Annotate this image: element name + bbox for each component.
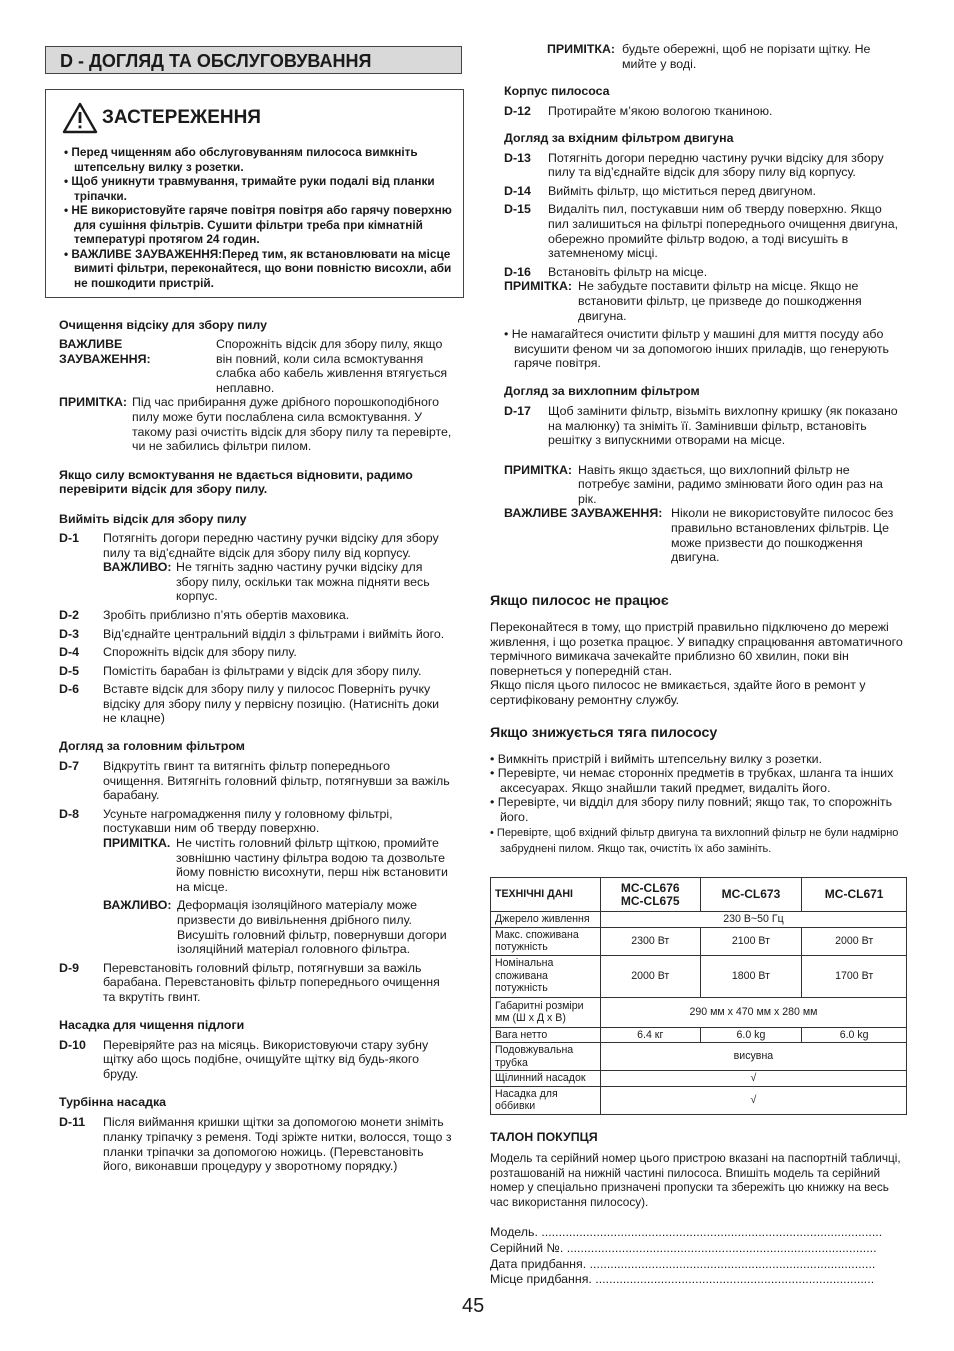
floor-title: Насадка для чищення підлоги <box>59 1017 245 1032</box>
coupon-date: Дата придбання. ................................................................................... <box>490 1256 876 1271</box>
step-label: D-15 <box>504 202 531 217</box>
table-cell: Вага нетто <box>491 1027 601 1043</box>
table-row <box>491 878 907 912</box>
step-text: Потягніть догори передню частину ручки відсіку для збору пилу та від’єднайте відсік для збору пилу від корпусу. <box>548 150 884 180</box>
step-body: Потягніть догори передню частину ручки відсіку для збору пилу та від’єднайте відсік для збору пилу від корпусу. <box>103 530 439 560</box>
body-title: Корпус пилососа <box>504 84 610 98</box>
note-label: ПРИМІТКА: <box>547 42 616 56</box>
section-title: D - ДОГЛЯД ТА ОБСЛУГОВУВАННЯ <box>45 46 462 74</box>
warning-title: ЗАСТЕРЕЖЕННЯ <box>62 100 261 136</box>
suction-bullet: • Перевірте, чи немає сторонніх предметів в трубках, шланга та інших аксесуарах. Якщо знайшли такий предмет, видаліть його. <box>490 766 894 795</box>
step-text <box>103 531 454 604</box>
step-text: Перевіряйте раз на місяць. Використовуючи стару зубну щітку або щось подібне, очищуйте щітку від будь-якого бруду. <box>103 1037 429 1081</box>
table-cell: 6.0 kg <box>700 1027 802 1043</box>
coupon-model: Модель. ................................................................................................... <box>490 1225 883 1240</box>
step-text: Видаліть пил, постукавши ним об тверду поверхню. Якщо пил залишиться на фільтрі попереднього очищення двигуна, обережно промийте фільтр водою, а тоді висушіть в затемненому місці. <box>548 202 899 261</box>
warning-item: • ВАЖЛИВЕ ЗАУВАЖЕННЯ:Перед тим, як встановлювати на місце вимиті фільтри, переконайтеся, що вони повністю висохли, аби не пошкодити пристрій. <box>64 246 452 290</box>
step-label: D-8 <box>59 806 79 821</box>
coupon <box>490 1130 908 1287</box>
step-label: D-7 <box>59 759 79 774</box>
table-row <box>491 1086 907 1114</box>
table-cell: 1800 Вт <box>700 955 802 997</box>
warning-item: • Щоб уникнути травмування, тримайте руки подалі від планки тріпачки. <box>64 174 435 203</box>
table-cell: Джерело живлення <box>491 912 601 928</box>
important-text: Деформація ізоляційного матеріалу може призвести до вивільнення дрібного пилу. Висушіть головний фільтр, повернувши догори ізоляційний матеріал головного фільтра. <box>177 898 447 957</box>
important-label: ВАЖЛИВО: <box>103 898 172 913</box>
table-row <box>491 912 907 928</box>
table-cell: висувна <box>600 1043 906 1071</box>
exhaust-note <box>504 463 904 507</box>
step-text: Після виймання кришки щітки за допомогою монети зніміть планку тріпачку з ременя. Тоді зріжте нитки, волосся, тощо з планки тріпачки за допомогою ножиць. (Перевстановіть його, виконавши процедуру у зворотному порядку.) <box>103 1115 452 1174</box>
note-text: Під час прибирання дуже дрібного порошкоподібного пилу може бути послаблена сила всмоктування. У такому разі очистіть відсік для збору пилу та перевірте, чи не забились фільтри пилом. <box>132 395 452 454</box>
important-label: ВАЖЛИВЕ ЗАУВАЖЕННЯ: <box>59 337 151 366</box>
spec-table <box>490 877 907 1115</box>
step-label: D-2 <box>59 607 79 622</box>
step-text: Зробіть приблизно п’ять обертів маховика. <box>103 607 350 622</box>
step-d7 <box>59 759 454 803</box>
note-text: Не забудьте поставити фільтр на місце. Якщо не встановити фільтр, це призведе до пошкодження двигуна. <box>578 279 862 323</box>
suction-bullet: • Перевірте, щоб вхідний фільтр двигуна та вихлопний фільтр не були надмірно забруднені пилом. Якщо так, очистіть їх або замініть. <box>490 826 899 855</box>
table-cell: Насадка для оббивки <box>491 1086 601 1114</box>
step-d16 <box>504 265 904 280</box>
table-row <box>491 1043 907 1071</box>
note-label: ПРИМІТКА: <box>504 279 573 294</box>
step-d11 <box>59 1115 454 1173</box>
table-cell: Габаритні розміри мм (Ш х Д х В) <box>491 997 601 1027</box>
suction-bullet: • Перевірте, чи відділ для збору пилу повний; якщо так, то спорожніть його. <box>490 795 893 824</box>
note-text: Не чистіть головний фільтр щіткою, промийте зовнішню частину фільтра водою та дозвольте йому повністю висохнути, перш ніж встановити на місце. <box>176 836 448 894</box>
warning-box <box>45 89 464 298</box>
table-cell: 230 В~50 Гц <box>600 912 906 928</box>
important-label: ВАЖЛИВО: <box>103 560 172 575</box>
step-body: Усуньте нагромадження пилу у головному фільтрі, постукавши ним об тверду поверхню. <box>103 806 393 836</box>
right-sections <box>504 84 904 565</box>
note-label: ПРИМІТКА: <box>59 395 128 410</box>
important-text: Не тягніть задню частину ручки відсіку для збору пилу, оскільки так можна підняти весь корпус. <box>176 560 430 604</box>
coupon-serial: Серійний №. .......................................................................................... <box>490 1240 877 1255</box>
step-text <box>103 807 454 957</box>
table-cell: Макс. споживана потужність <box>491 927 601 955</box>
step-label: D-14 <box>504 183 531 198</box>
table-cell: 1700 Вт <box>802 955 907 997</box>
suction-bullet: • Вимкніть пристрій і вийміть штепсельну вилку з розетки. <box>490 751 823 766</box>
dust-title: Очищення відсіку для збору пилу <box>59 318 267 332</box>
step-text: Вставте відсік для збору пилу у пилосос Поверніть ручку відсіку для збору пилу у первісну позицію. (Натисніть доки не клацне) <box>103 682 440 726</box>
table-cell: √ <box>600 1071 906 1087</box>
table-header: ТЕХНІЧНІ ДАНІ <box>491 878 601 912</box>
table-row <box>491 1027 907 1043</box>
coupon-text: Модель та серійний номер цього пристрою вказані на паспортній табличці, розташованій на нижній частині пилососа. Впишіть модель та серійний номер у спеціально призначені пропуски та збережіть цю книжку на весь час використання пилососу). <box>490 1151 901 1209</box>
table-row <box>491 997 907 1027</box>
important-text: Ніколи не використовуйте пилосос без правильно встановлених фільтрів. Це може призвести до пошкодження двигуна. <box>671 506 894 565</box>
step-label: D-5 <box>59 663 79 678</box>
step-d9 <box>59 961 454 1005</box>
step-label: D-16 <box>504 264 531 279</box>
step-d15 <box>504 202 904 260</box>
warning-list <box>64 145 454 290</box>
notwork-title: Якщо пилосос не працює <box>490 593 669 609</box>
top-note-row <box>547 42 877 71</box>
suction-bold: Якщо силу всмоктування не вдається відновити, радимо перевірити відсік для збору пилу. <box>59 467 413 497</box>
table-cell: Щілинний насадок <box>491 1071 601 1087</box>
page-number: 45 <box>462 1295 485 1317</box>
step-d2 <box>59 608 454 623</box>
step-d3 <box>59 627 454 642</box>
step-text: Спорожніть відсік для збору пилу. <box>103 645 297 660</box>
note-label: ПРИМІТКА. <box>103 836 171 851</box>
warning-triangle-icon <box>62 102 98 134</box>
warning-item: • Перед чищенням або обслуговуванням пилососа вимкніть штепсельну вилку з розетки. <box>64 145 418 174</box>
step-text: Щоб замінити фільтр, візьміть вихлопну кришку (як показано на малюнку) та зніміть її. Замінивши фільтр, встановіть решітку з випускними отворами на місце. <box>548 403 898 448</box>
main-filter-title: Догляд за головним фільтром <box>59 739 245 754</box>
warning-item: • НЕ використовуйте гаряче повітря повітря або гарячу поверхню для сушіння фільтрів. Сушити фільтри треба при кімнатній температурі протягом 24 годин. <box>64 203 452 246</box>
troubleshoot <box>490 592 910 857</box>
turbo-title: Турбінна насадка <box>59 1095 167 1110</box>
d8-note <box>103 836 454 894</box>
step-text: Перевстановіть головний фільтр, потягнувши за важіль барабана. Перевстановіть фільтр попереднього очищення та вкрутіть гвинт. <box>103 960 440 1004</box>
dust-important <box>59 337 454 395</box>
step-label: D-6 <box>59 682 79 697</box>
exhaust-important <box>504 506 904 564</box>
motor-bullet: • Не намагайтеся очистити фільтр у машині для миття посуду або висушити феном чи за допомогою інших приладів, що генерують гаряче повітря. <box>504 327 889 371</box>
table-header: MC-CL673 <box>700 878 802 912</box>
step-d5 <box>59 664 454 679</box>
step-text: Від’єднайте центральний відділ з фільтрами і вийміть його. <box>103 626 445 641</box>
step-text: Вийміть фільтр, що міститься перед двигуном. <box>548 183 816 198</box>
step-text: Помістіть барабан із фільтрами у відсік для збору пилу. <box>103 663 422 678</box>
step-d13 <box>504 151 904 180</box>
table-cell: √ <box>600 1086 906 1114</box>
notwork-p2: Якщо після цього пилосос не вмикається, здайте його в ремонт у сертифіковану ремонтну службу. <box>490 678 866 707</box>
dust-section <box>59 318 454 1174</box>
d16-note <box>504 279 904 323</box>
step-label: D-3 <box>59 626 79 641</box>
step-label: D-17 <box>504 403 531 418</box>
step-label: D-10 <box>59 1037 86 1052</box>
table-cell: 2000 Вт <box>600 955 700 997</box>
note-text: будьте обережні, щоб не порізати щітку. Не мийте у воді. <box>622 42 871 71</box>
table-header: MC-CL676 MC-CL675 <box>600 878 700 912</box>
table-header: MC-CL671 <box>802 878 907 912</box>
step-d12 <box>504 104 904 119</box>
table-cell: 2100 Вт <box>700 927 802 955</box>
step-d17 <box>504 404 904 448</box>
step-label: D-12 <box>504 104 531 118</box>
exhaust-title: Догляд за вихлопним фільтром <box>504 383 700 398</box>
important-text: Спорожніть відсік для збору пилу, якщо він повний, коли сила всмоктування слабка або кабель живлення втягується неплавно. <box>216 337 448 395</box>
coupon-place: Місце придбання. ................................................................................. <box>490 1272 875 1287</box>
notwork-p1: Переконайтеся в тому, що пристрій правильно підключено до мережі живлення, і що розетка працює. У випадку спрацювання автоматичного термічного вимикача зачекайте приблизно 60 хвилин, поки він повернеться у попередній стан. <box>490 620 903 678</box>
step-label: D-13 <box>504 150 531 165</box>
remove-title: Вийміть відсік для збору пилу <box>59 511 247 526</box>
table-cell: Номінальна споживана потужність <box>491 955 601 997</box>
d8-important <box>103 898 454 956</box>
motor-title: Догляд за вхідним фільтром двигуна <box>504 130 734 145</box>
table-cell: 290 мм х 470 мм х 280 мм <box>600 997 906 1027</box>
step-label: D-11 <box>59 1115 86 1130</box>
coupon-title: ТАЛОН ПОКУПЦЯ <box>490 1130 598 1144</box>
table-cell: 6.4 кг <box>600 1027 700 1043</box>
step-d8 <box>59 807 454 957</box>
table-row <box>491 955 907 997</box>
step-text: Відкрутіть гвинт та витягніть фільтр попереднього очищення. Витягніть головний фільтр, потягнувши за важіль барабану. <box>103 759 450 803</box>
step-d6 <box>59 682 454 726</box>
table-row <box>491 1071 907 1087</box>
important-label: ВАЖЛИВЕ ЗАУВАЖЕННЯ: <box>504 506 663 521</box>
suction-title: Якщо знижується тяга пилососу <box>490 724 718 741</box>
note-text: Навіть якщо здається, що вихлопний фільтр не потребує заміни, радимо змінювати його один раз на рік. <box>578 462 883 506</box>
step-label: D-1 <box>59 530 79 545</box>
table-row <box>491 927 907 955</box>
table-cell: Подовжувальна трубка <box>491 1043 601 1071</box>
step-d14 <box>504 184 904 199</box>
d1-important <box>103 560 454 604</box>
dust-note <box>59 395 454 453</box>
table-cell: 2000 Вт <box>802 927 907 955</box>
top-note <box>547 42 877 71</box>
step-d1 <box>59 531 454 604</box>
note-label: ПРИМІТКА: <box>504 462 573 477</box>
step-text: Встановіть фільтр на місце. <box>548 264 708 279</box>
step-d10 <box>59 1038 454 1082</box>
step-label: D-4 <box>59 645 79 660</box>
step-d4 <box>59 645 454 660</box>
table-cell: 6.0 kg <box>802 1027 907 1043</box>
table-cell: 2300 Вт <box>600 927 700 955</box>
step-text: Протирайте м’якою вологою тканиною. <box>548 104 773 118</box>
step-label: D-9 <box>59 960 79 975</box>
